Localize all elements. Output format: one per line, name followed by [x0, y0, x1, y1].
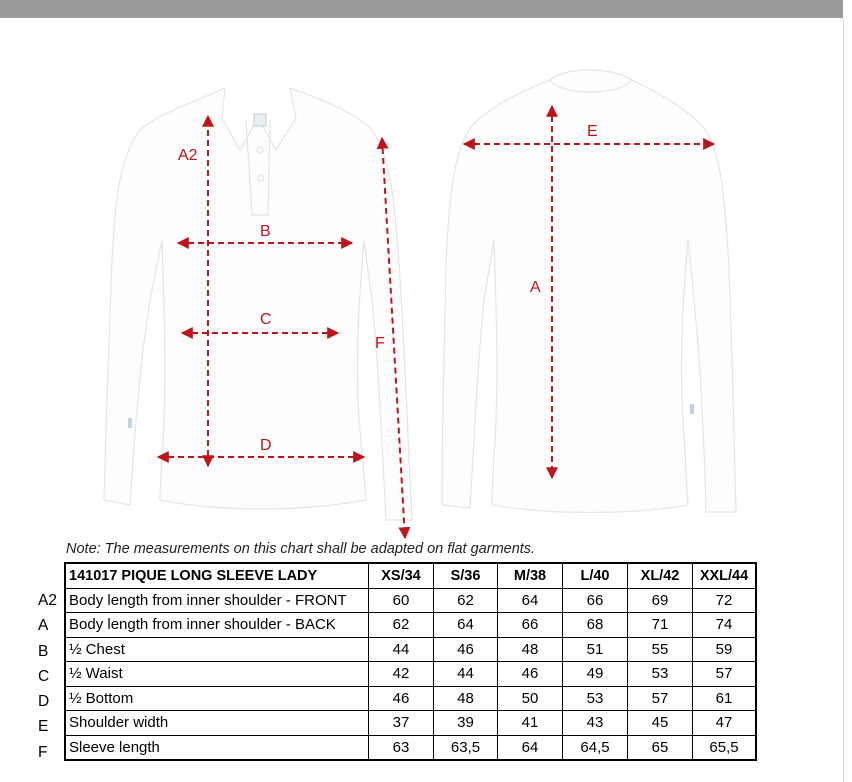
- cell-value: 55: [628, 637, 693, 662]
- size-header: XS/34: [369, 563, 434, 588]
- cell-value: 48: [434, 686, 498, 711]
- row-label: Shoulder width: [65, 711, 369, 736]
- cell-value: 53: [563, 686, 628, 711]
- cell-value: 66: [563, 588, 628, 613]
- size-header: XL/42: [628, 563, 693, 588]
- row-code: E: [38, 718, 49, 736]
- table-row: [65, 735, 756, 760]
- cell-value: 61: [693, 686, 757, 711]
- row-code: A: [38, 617, 49, 635]
- cell-value: 47: [693, 711, 757, 736]
- cell-value: 74: [693, 613, 757, 638]
- cell-value: 53: [628, 662, 693, 687]
- cell-value: 60: [369, 588, 434, 613]
- cell-value: 50: [498, 686, 563, 711]
- label-c: C: [260, 311, 272, 328]
- cell-value: 71: [628, 613, 693, 638]
- cell-value: 57: [693, 662, 757, 687]
- row-label: ½ Waist: [65, 662, 369, 687]
- cell-value: 51: [563, 637, 628, 662]
- cell-value: 45: [628, 711, 693, 736]
- cell-value: 46: [434, 637, 498, 662]
- label-a: A: [530, 279, 541, 296]
- cell-value: 63: [369, 735, 434, 760]
- size-chart-table: [64, 562, 757, 761]
- cell-value: 65,5: [693, 735, 757, 760]
- cell-value: 62: [369, 613, 434, 638]
- size-header: M/38: [498, 563, 563, 588]
- label-f: F: [375, 335, 385, 352]
- cell-value: 69: [628, 588, 693, 613]
- row-label: Body length from inner shoulder - BACK: [65, 613, 369, 638]
- cell-value: 48: [498, 637, 563, 662]
- row-label: ½ Chest: [65, 637, 369, 662]
- cell-value: 37: [369, 711, 434, 736]
- table-title: 141017 PIQUE LONG SLEEVE LADY: [65, 563, 369, 588]
- row-code: C: [38, 667, 50, 685]
- cell-value: 68: [563, 613, 628, 638]
- cell-value: 62: [434, 588, 498, 613]
- cell-value: 59: [693, 637, 757, 662]
- cell-value: 41: [498, 711, 563, 736]
- table-row: [65, 686, 756, 711]
- label-b: B: [260, 223, 271, 240]
- row-code: D: [38, 693, 50, 711]
- size-header: L/40: [563, 563, 628, 588]
- cell-value: 63,5: [434, 735, 498, 760]
- cell-value: 43: [563, 711, 628, 736]
- label-d: D: [260, 437, 272, 454]
- table-row: [65, 711, 756, 736]
- row-label: Sleeve length: [65, 735, 369, 760]
- row-code: A2: [38, 592, 57, 609]
- cell-value: 46: [369, 686, 434, 711]
- row-label: ½ Bottom: [65, 686, 369, 711]
- table-row: [65, 637, 756, 662]
- cell-value: 46: [498, 662, 563, 687]
- cell-value: 49: [563, 662, 628, 687]
- size-header: XXL/44: [693, 563, 757, 588]
- cell-value: 65: [628, 735, 693, 760]
- cell-value: 57: [628, 686, 693, 711]
- row-code: F: [38, 743, 48, 761]
- cell-value: 44: [369, 637, 434, 662]
- cell-value: 64: [498, 735, 563, 760]
- cell-value: 44: [434, 662, 498, 687]
- measurement-note: Note: The measurements on this chart shall be adapted on flat garments.: [66, 541, 536, 557]
- table-header-row: [65, 563, 756, 588]
- table-row: [65, 588, 756, 613]
- cell-value: 39: [434, 711, 498, 736]
- table-row: [65, 662, 756, 687]
- table-row: [65, 613, 756, 638]
- cell-value: 64: [434, 613, 498, 638]
- cell-value: 72: [693, 588, 757, 613]
- label-e: E: [587, 123, 598, 140]
- cell-value: 64,5: [563, 735, 628, 760]
- size-header: S/36: [434, 563, 498, 588]
- label-a2: A2: [178, 147, 198, 164]
- row-label: Body length from inner shoulder - FRONT: [65, 588, 369, 613]
- cell-value: 66: [498, 613, 563, 638]
- row-code: B: [38, 642, 49, 660]
- cell-value: 64: [498, 588, 563, 613]
- cell-value: 42: [369, 662, 434, 687]
- front-garment: [104, 88, 412, 520]
- row-codes: [38, 588, 57, 765]
